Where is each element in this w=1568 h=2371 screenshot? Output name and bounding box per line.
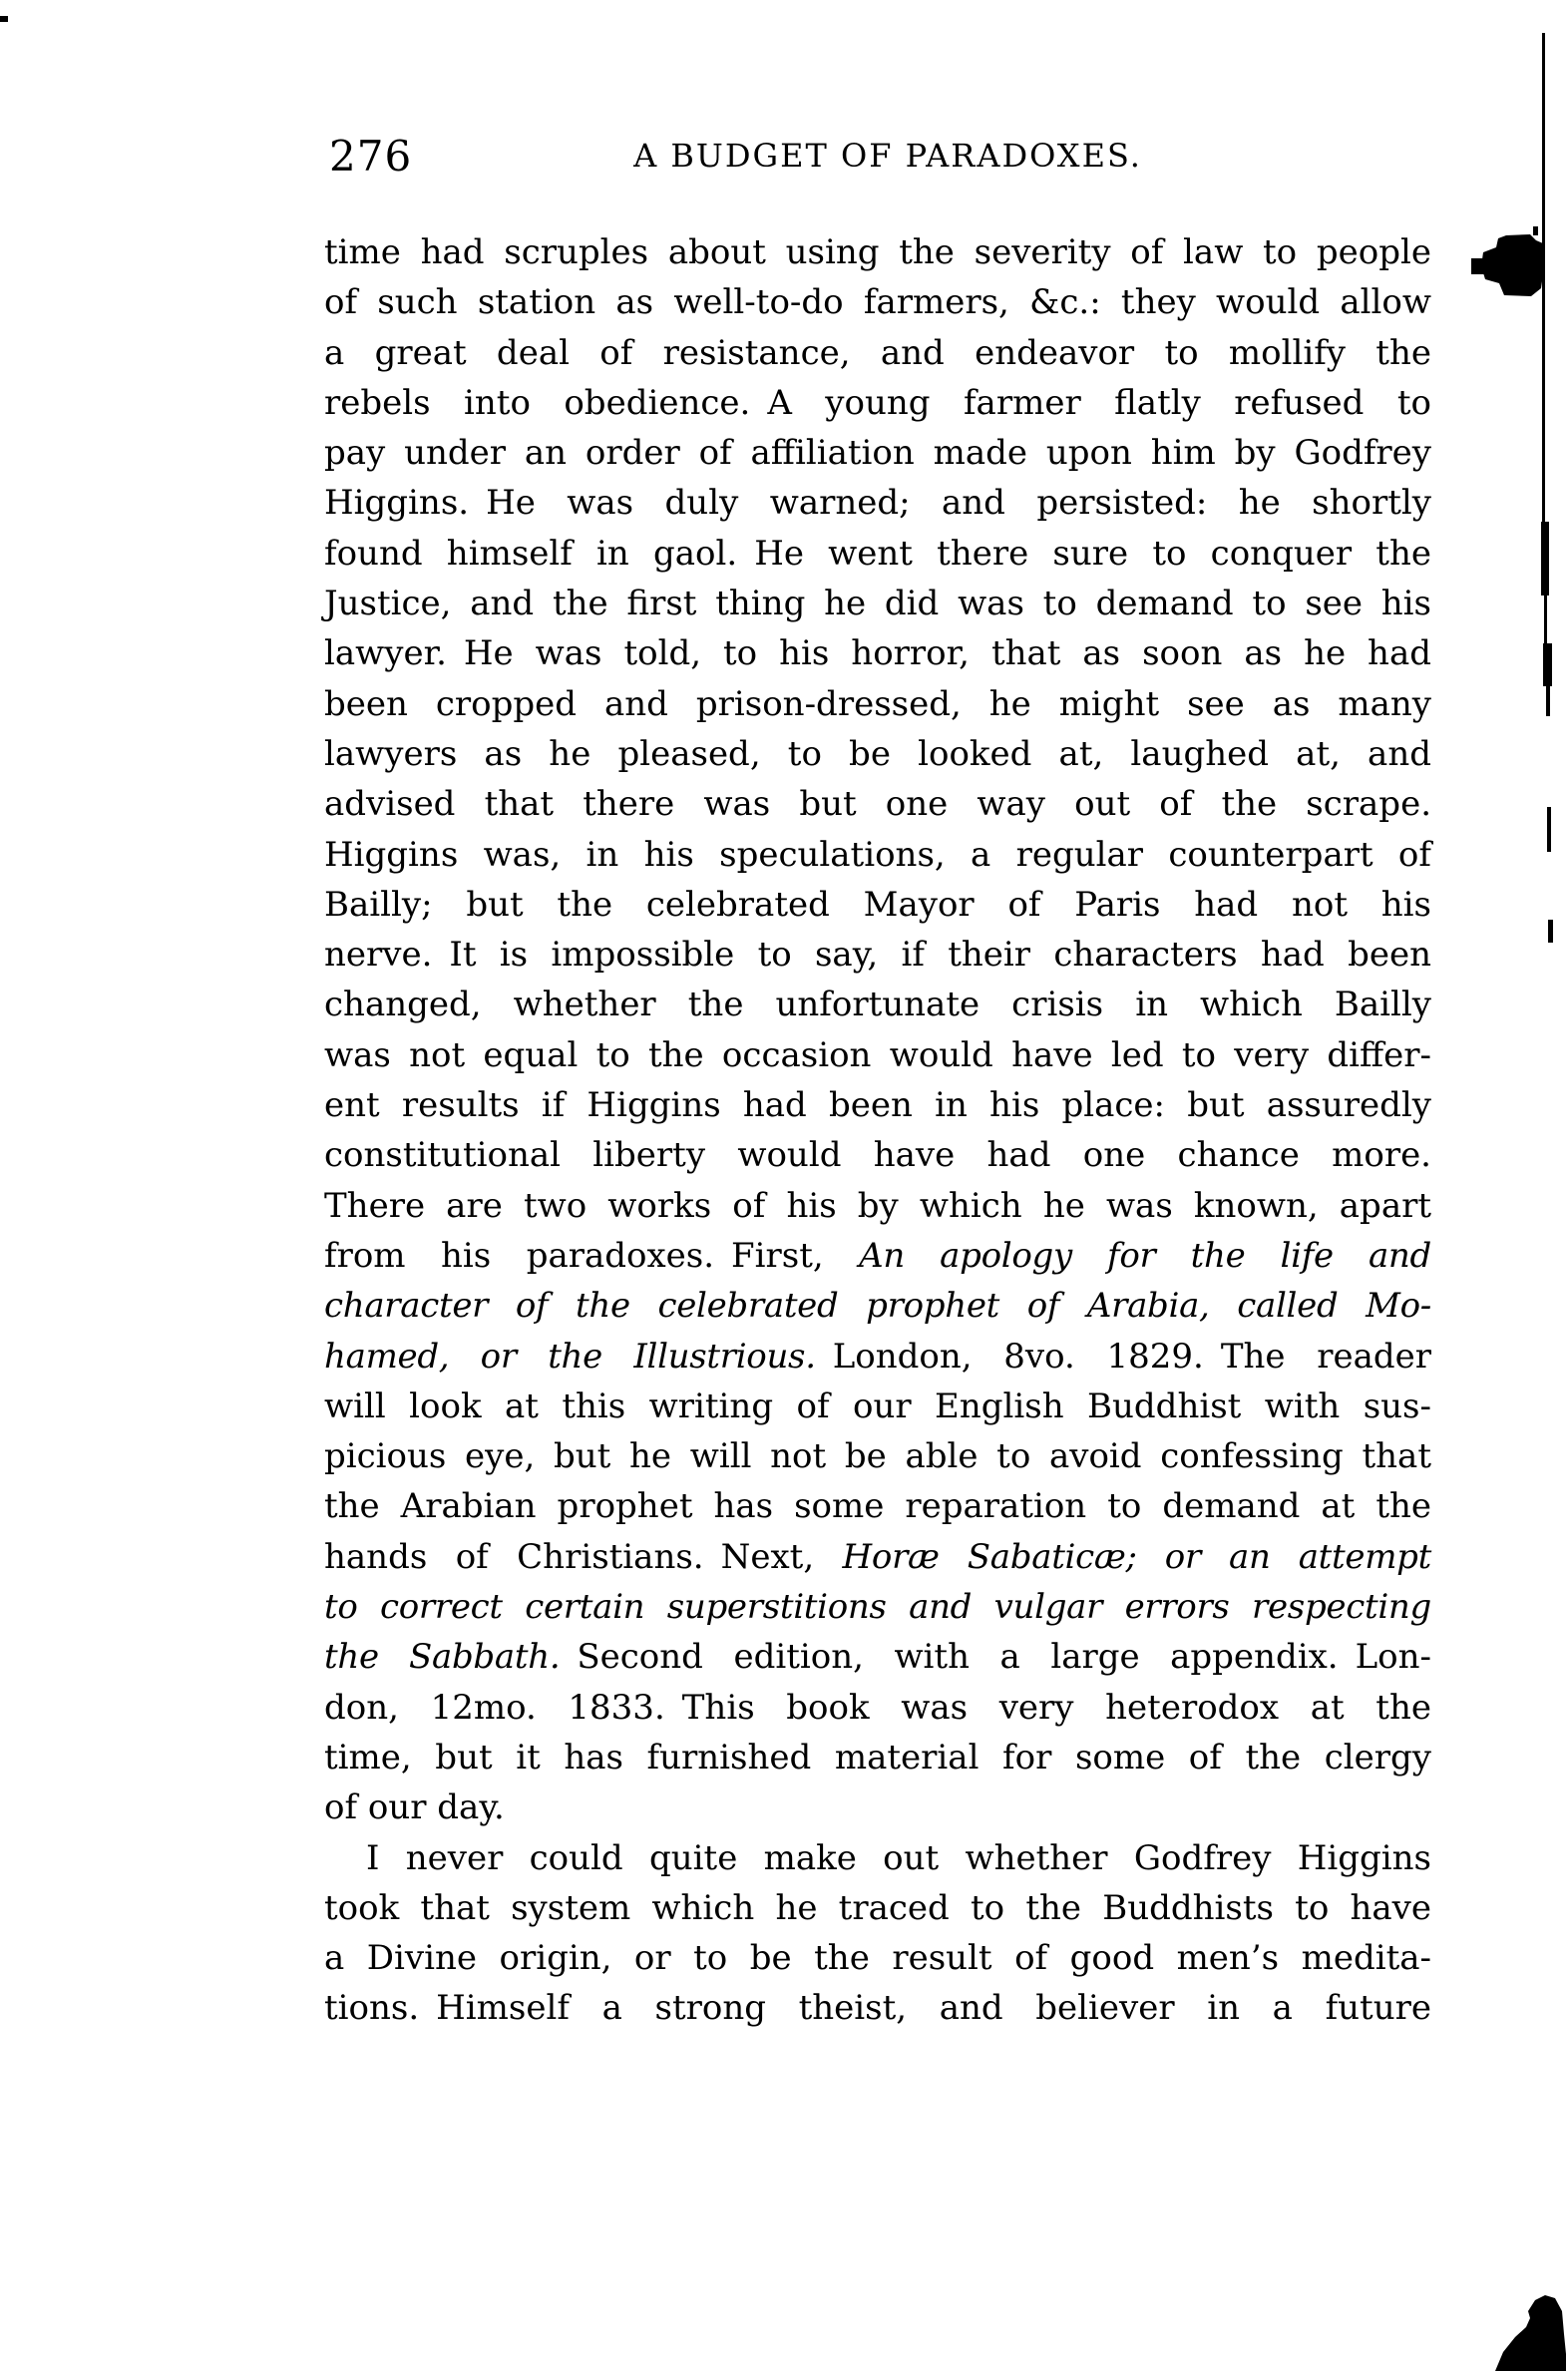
text-line-36: [324, 1983, 1431, 2033]
text-segment: of such station as well-to-do farmers, &c.: they would allow: [324, 282, 1431, 323]
text-segment: a great deal of resistance, and endeavor to mollify the: [324, 332, 1431, 373]
text-line-18: [324, 1080, 1431, 1130]
text-segment: Second edition, with a large appendix. Lon-: [560, 1637, 1431, 1678]
text-line-29: [324, 1632, 1431, 1682]
text-segment: lawyer. He was told, to his horror, that as soon as he had: [324, 633, 1431, 674]
text-segment: don, 12mo. 1833. This book was very heterodox at the: [324, 1687, 1431, 1728]
text-line-10: [324, 679, 1431, 729]
text-segment: Higgins. He was duly warned; and persisted: he shortly: [324, 483, 1431, 524]
text-line-2: [324, 277, 1431, 327]
text-segment: a Divine origin, or to be the result of good men’s medita-: [324, 1938, 1431, 1979]
text-segment: constitutional liberty would have had one chance more.: [324, 1135, 1431, 1176]
text-line-21: [324, 1231, 1431, 1281]
text-segment: Bailly; but the celebrated Mayor of Paris had not his: [324, 884, 1431, 925]
text-segment: rebels into obedience. A young farmer flatly refused to: [324, 382, 1431, 423]
page-curl-artifact: [1495, 2295, 1566, 2371]
text-segment: There are two works of his by which he was known, apart: [324, 1185, 1431, 1226]
text-line-3: [324, 328, 1431, 378]
text-line-31: [324, 1733, 1431, 1782]
text-segment: picious eye, but he will not be able to avoid confessing that: [324, 1436, 1431, 1477]
italic-book-title: An apology for the life and: [859, 1235, 1431, 1276]
edge-line-artifact: [1541, 33, 1553, 943]
text-segment: found himself in gaol. He went there sure to conquer the: [324, 533, 1431, 574]
text-segment: nerve. It is impossible to say, if their characters had been: [324, 935, 1431, 976]
text-line-6: [324, 478, 1431, 528]
text-segment: lawyers as he pleased, to be looked at, laughed at, and: [324, 733, 1431, 774]
italic-book-title: character of the celebrated prophet of Arabia, called Mo-: [324, 1286, 1431, 1327]
italic-book-title: hamed, or the Illustrious.: [324, 1336, 816, 1377]
page-number: 276: [329, 132, 413, 181]
text-segment: changed, whether the unfortunate crisis in which Bailly: [324, 985, 1431, 1025]
text-line-25: [324, 1431, 1431, 1481]
text-segment: from his paradoxes. First,: [324, 1235, 860, 1276]
text-segment: London, 8vo. 1829. The reader: [815, 1336, 1431, 1377]
text-line-30: [324, 1683, 1431, 1733]
text-segment: time had scruples about using the severity of law to people: [324, 232, 1431, 272]
text-segment: hands of Christians. Next,: [324, 1536, 843, 1577]
text-segment: I never could quite make out whether Godfrey Higgins: [366, 1837, 1431, 1878]
text-line-22: [324, 1281, 1431, 1331]
text-segment: will look at this writing of our English Buddhist with sus-: [324, 1385, 1431, 1426]
text-line-12: [324, 779, 1431, 829]
text-line-24: [324, 1382, 1431, 1431]
text-line-33: [324, 1833, 1431, 1883]
text-segment: Higgins was, in his speculations, a regular counterpart of: [324, 834, 1431, 875]
text-line-19: [324, 1130, 1431, 1180]
text-line-17: [324, 1030, 1431, 1080]
text-line-15: [324, 930, 1431, 980]
text-segment: tions. Himself a strong theist, and believer in a future: [324, 1988, 1431, 2029]
italic-book-title: the Sabbath.: [324, 1637, 561, 1678]
italic-book-title: Horæ Sabaticæ; or an attempt: [842, 1536, 1431, 1577]
text-line-16: [324, 980, 1431, 1029]
margin-dash-artifact: [0, 16, 8, 22]
text-line-28: [324, 1582, 1431, 1632]
text-line-26: [324, 1481, 1431, 1531]
text-line-34: [324, 1883, 1431, 1933]
text-line-23: [324, 1332, 1431, 1382]
text-segment: took that system which he traced to the Buddhists to have: [324, 1887, 1431, 1928]
text-segment: was not equal to the occasion would have led to very differ-: [324, 1034, 1431, 1075]
text-segment: been cropped and prison-dressed, he might see as many: [324, 683, 1431, 724]
text-segment: advised that there was but one way out of the scrape.: [324, 784, 1431, 825]
italic-book-title: to correct certain superstitions and vulgar errors respecting: [324, 1587, 1431, 1628]
text-segment: of our day.: [324, 1787, 505, 1828]
text-line-4: [324, 378, 1431, 428]
ink-blob-artifact: [1471, 226, 1544, 296]
text-segment: time, but it has furnished material for some of the clergy: [324, 1737, 1431, 1778]
text-line-14: [324, 880, 1431, 930]
text-line-5: [324, 428, 1431, 478]
text-line-11: [324, 729, 1431, 779]
text-line-32: [324, 1782, 1431, 1832]
text-line-8: [324, 579, 1431, 628]
page-body: [324, 227, 1431, 2034]
text-segment: the Arabian prophet has some reparation to demand at the: [324, 1486, 1431, 1527]
text-line-1: [324, 227, 1431, 277]
text-segment: pay under an order of affiliation made upon him by Godfrey: [324, 433, 1431, 474]
text-line-27: [324, 1532, 1431, 1582]
text-line-9: [324, 628, 1431, 678]
text-segment: ent results if Higgins had been in his place: but assuredly: [324, 1085, 1431, 1126]
text-line-7: [324, 529, 1431, 579]
text-segment: Justice, and the first thing he did was to demand to see his: [324, 584, 1431, 624]
text-line-13: [324, 830, 1431, 880]
running-title: A BUDGET OF PARADOXES.: [633, 137, 1142, 175]
text-line-20: [324, 1181, 1431, 1231]
text-line-35: [324, 1933, 1431, 1983]
